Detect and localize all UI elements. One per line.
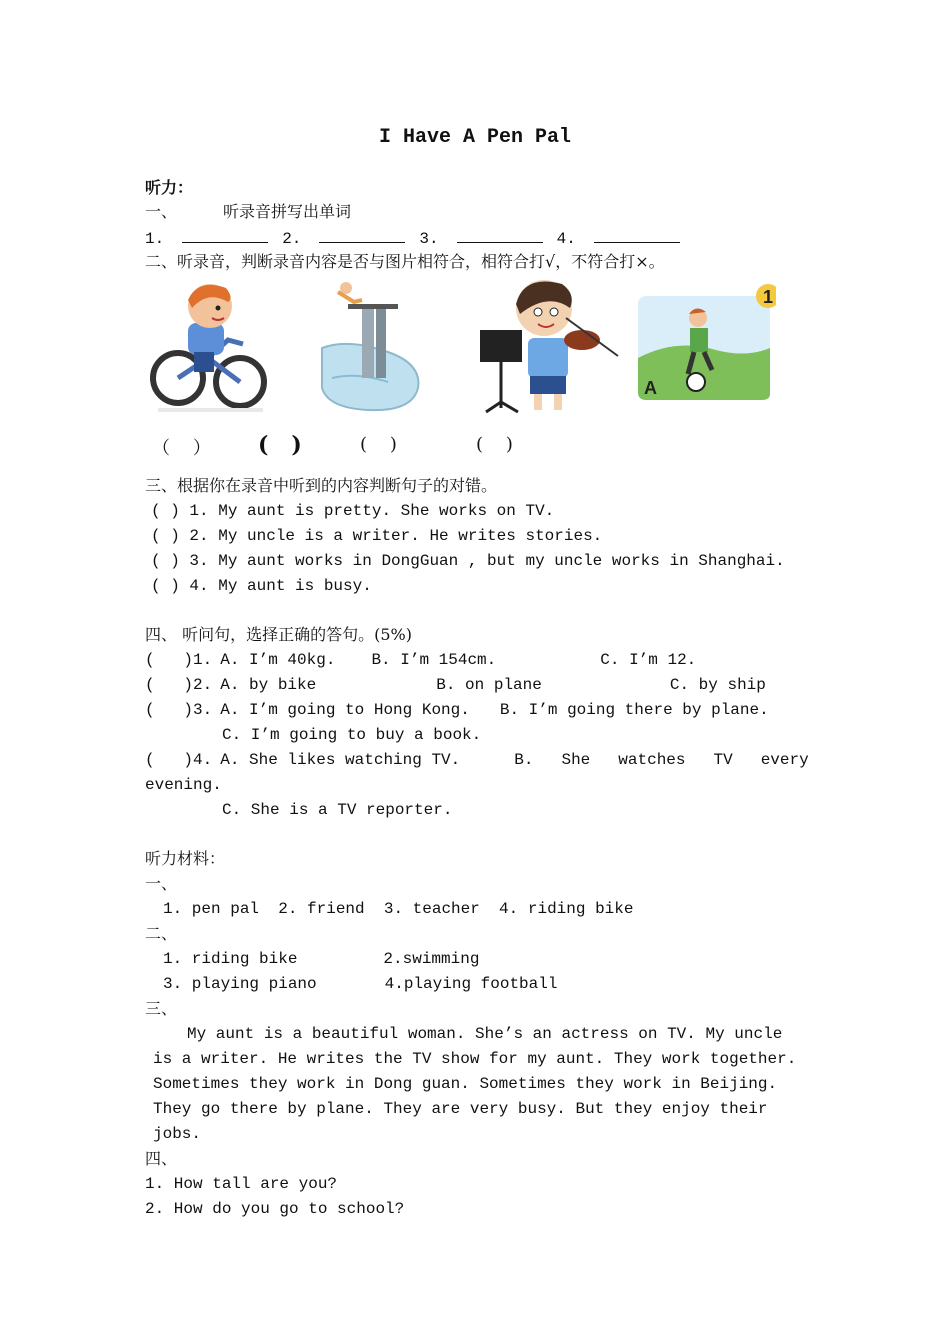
q4-option-b-letter: B. [514, 751, 534, 769]
q3-option-a: A. I’m going to Hong Kong. [220, 701, 470, 719]
part4-q2 [145, 675, 766, 695]
answer-blank-4[interactable] [594, 228, 680, 243]
blank-num-1: 1. [145, 230, 165, 248]
q3-option-b: B. I’m going there by plane. [499, 701, 769, 719]
q4-word: TV [713, 751, 733, 769]
boy-riding-bike-icon [148, 278, 268, 416]
part4-q1 [145, 650, 696, 670]
blank-num-2: 2. [282, 230, 302, 248]
q4-num: ( )4. [145, 751, 213, 769]
answer-paren-1[interactable]: （ ） [152, 438, 211, 459]
answer-paren-4[interactable]: ( ) [476, 434, 513, 455]
answer-paren-3[interactable]: ( ) [360, 434, 397, 455]
materials-section2-line2 [163, 974, 557, 994]
q4-option-c: C. She is a TV reporter. [222, 801, 453, 819]
q4-word: She [561, 751, 591, 769]
part1-heading [145, 202, 351, 222]
materials-section3-num: 三、 [145, 999, 178, 1018]
part2-heading: 二、听录音，判断录音内容是否与图片相符合，相符合打√，不符合打×。 [145, 252, 665, 271]
blank-num-3: 3. [419, 230, 439, 248]
picture-label-a: A [644, 378, 657, 398]
q4-option-b-continued: evening. [145, 776, 222, 794]
answer-blank-1[interactable] [182, 228, 268, 243]
materials-section1-text: 1. pen pal 2. friend 3. teacher 4. riding bike [163, 900, 634, 918]
part3-heading: 三、根据你在录音中听到的内容判断句子的对错。 [145, 476, 498, 495]
boy-diving-icon [318, 278, 426, 416]
part1-text: 听录音拼写出单词 [223, 202, 352, 221]
q1-option-a: A. I’m 40kg. [220, 651, 336, 669]
part1-blanks [145, 228, 694, 249]
part4-q4 [145, 750, 809, 770]
materials-passage-line-1: My aunt is a beautiful woman. She’s an actress on TV. My uncle [187, 1025, 783, 1043]
part3-item-1: ( ) 1. My aunt is pretty. She works on TV. [151, 502, 555, 520]
blank-num-4: 4. [556, 230, 576, 248]
page-title: I Have A Pen Pal [378, 126, 572, 149]
material-item: 1. riding bike [163, 950, 298, 968]
q4-word: watches [618, 751, 686, 769]
q4-word: every [760, 751, 809, 769]
materials-section1-num: 一、 [145, 874, 178, 893]
part3-item-3: ( ) 3. My aunt works in DongGuan , but my uncle works in Shanghai. [151, 552, 785, 570]
part3-item-2: ( ) 2. My uncle is a writer. He writes stories. [151, 527, 603, 545]
q4-option-a: A. She likes watching TV. [220, 751, 461, 769]
part1-num: 一、 [145, 202, 178, 221]
part4-heading: 四、 听问句，选择正确的答句。(5%) [145, 625, 412, 644]
material-item: 3. playing piano [163, 975, 317, 993]
materials-section2-line1 [163, 949, 479, 969]
materials-question-1: 1. How tall are you? [145, 1175, 338, 1193]
material-item: 2.swimming [383, 950, 480, 968]
q2-num: ( )2. [145, 676, 213, 694]
q2-option-c: C. by ship [669, 676, 766, 694]
part4-q3 [145, 700, 769, 720]
q2-option-a: A. by bike [220, 676, 317, 694]
part3-item-4: ( ) 4. My aunt is busy. [151, 577, 372, 595]
materials-passage-line-3: Sometimes they work in Dong guan. Sometimes they work in Beijing. [153, 1075, 778, 1093]
answer-paren-2[interactable]: ( ) [258, 432, 302, 458]
materials-passage-line-5: jobs. [153, 1125, 202, 1143]
material-item: 4.playing football [384, 975, 558, 993]
materials-heading: 听力材料： [145, 849, 226, 868]
q3-num: ( )3. [145, 701, 213, 719]
boy-playing-violin-icon [478, 278, 622, 416]
materials-question-2: 2. How do you go to school? [145, 1200, 405, 1218]
materials-section2-num: 二、 [145, 924, 178, 943]
boy-playing-football-icon [636, 278, 776, 402]
materials-passage-line-2: is a writer. He writes the TV show for my aunt. They work together. [153, 1050, 797, 1068]
picture-badge-label: 1 [763, 287, 774, 307]
materials-passage-line-4: They go there by plane. They are very busy. But they enjoy their [153, 1100, 768, 1118]
materials-section4-num: 四、 [145, 1149, 178, 1168]
answer-blank-3[interactable] [457, 228, 543, 243]
q1-num: ( )1. [145, 651, 213, 669]
q1-option-c: C. I’m 12. [600, 651, 697, 669]
q3-option-c: C. I’m going to buy a book. [222, 726, 482, 744]
answer-blank-2[interactable] [319, 228, 405, 243]
listening-heading: 听力： [145, 178, 194, 197]
q2-option-b: B. on plane [436, 676, 542, 694]
q1-option-b: B. I’m 154cm. [371, 651, 497, 669]
